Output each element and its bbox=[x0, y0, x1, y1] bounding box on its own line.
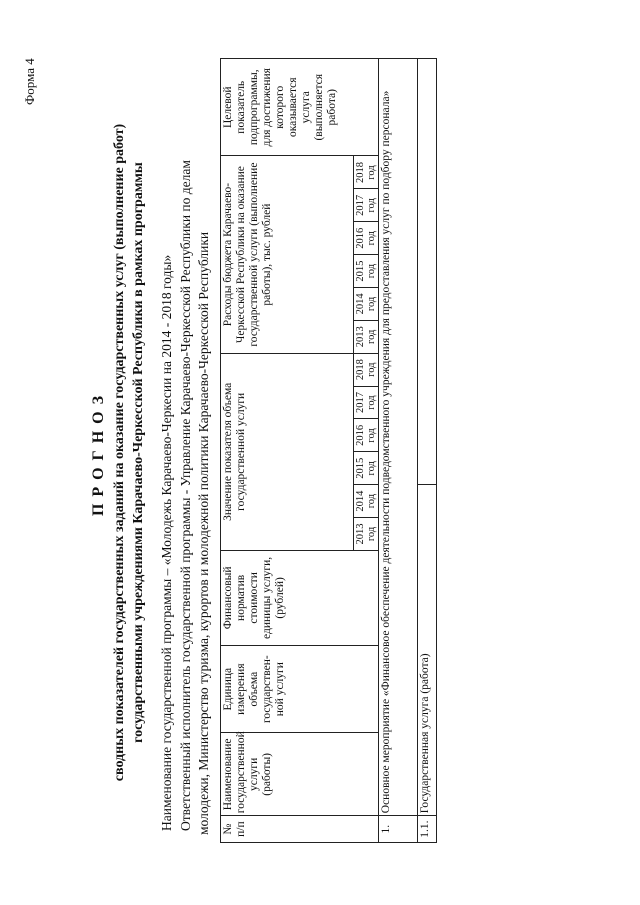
form-label: Форма 4 bbox=[22, 58, 37, 105]
table-header-row bbox=[221, 59, 354, 843]
budget-year: 2014 год bbox=[354, 287, 379, 320]
header-num: № п/п bbox=[221, 816, 379, 843]
responsible-executor-continued: молодежи, Министерство туризма, курортов и молодежной политики Карачаево-Черкесской Республики bbox=[196, 231, 211, 835]
volume-year: 2017 год bbox=[354, 386, 379, 419]
volume-year: 2014 год bbox=[354, 485, 379, 518]
budget-year: 2015 год bbox=[354, 255, 379, 288]
budget-year: 2016 год bbox=[354, 222, 379, 255]
table-row bbox=[379, 59, 418, 843]
table-row bbox=[418, 59, 437, 843]
row-num: 1.1. bbox=[418, 816, 437, 843]
budget-year: 2017 год bbox=[354, 189, 379, 222]
responsible-executor: Ответственный исполнитель государственной программы - Управление Карачаево-Черкесской Республики по делам bbox=[178, 160, 193, 831]
row-num: 1. bbox=[379, 816, 418, 843]
document-title: ПРОГНОЗ bbox=[90, 388, 107, 517]
volume-year: 2013 год bbox=[354, 518, 379, 551]
budget-year: 2018 год bbox=[354, 156, 379, 189]
forecast-table bbox=[220, 58, 437, 843]
header-service-name: Наименование государственной услуги (работы) bbox=[221, 733, 379, 816]
row-empty bbox=[418, 59, 437, 485]
header-target: Целевой показатель подпрограммы, для достижения которого оказывается услуга (выполняется работа) bbox=[221, 59, 379, 157]
header-unit: Единица измерения объема государствен-ной услуги bbox=[221, 645, 379, 733]
budget-year: 2013 год bbox=[354, 320, 379, 353]
document-subtitle-line-1: сводных показателей государственных заданий на оказание государственных услуг (выполнение работ) bbox=[112, 123, 127, 782]
program-name: Наименование государственной программы – «Молодежь Карачаево-Черкесии на 2014 - 2018 годы» bbox=[159, 254, 174, 831]
header-budget: Расходы бюджета Карачаево-Черкесской Республики на оказание государственной услуги (выполнение работы), тыс. рублей bbox=[221, 156, 354, 353]
row-text: Государственная услуга (работа) bbox=[418, 485, 437, 816]
header-norm: Финансовый норматив стоимости единицы услуги, (рублей) bbox=[221, 550, 379, 645]
header-volume: Значение показателя объема государственной услуги bbox=[221, 353, 354, 550]
volume-year: 2018 год bbox=[354, 353, 379, 386]
volume-year: 2016 год bbox=[354, 419, 379, 452]
volume-year: 2015 год bbox=[354, 452, 379, 485]
document-subtitle-line-2: государственными учреждениями Карачаево-Черкесской Республики в рамках программы bbox=[131, 162, 146, 743]
row-text: Основное мероприятие «Финансовое обеспечение деятельности подведомственного учреждения для предоставления услуг по подбору персонала» bbox=[379, 59, 418, 816]
